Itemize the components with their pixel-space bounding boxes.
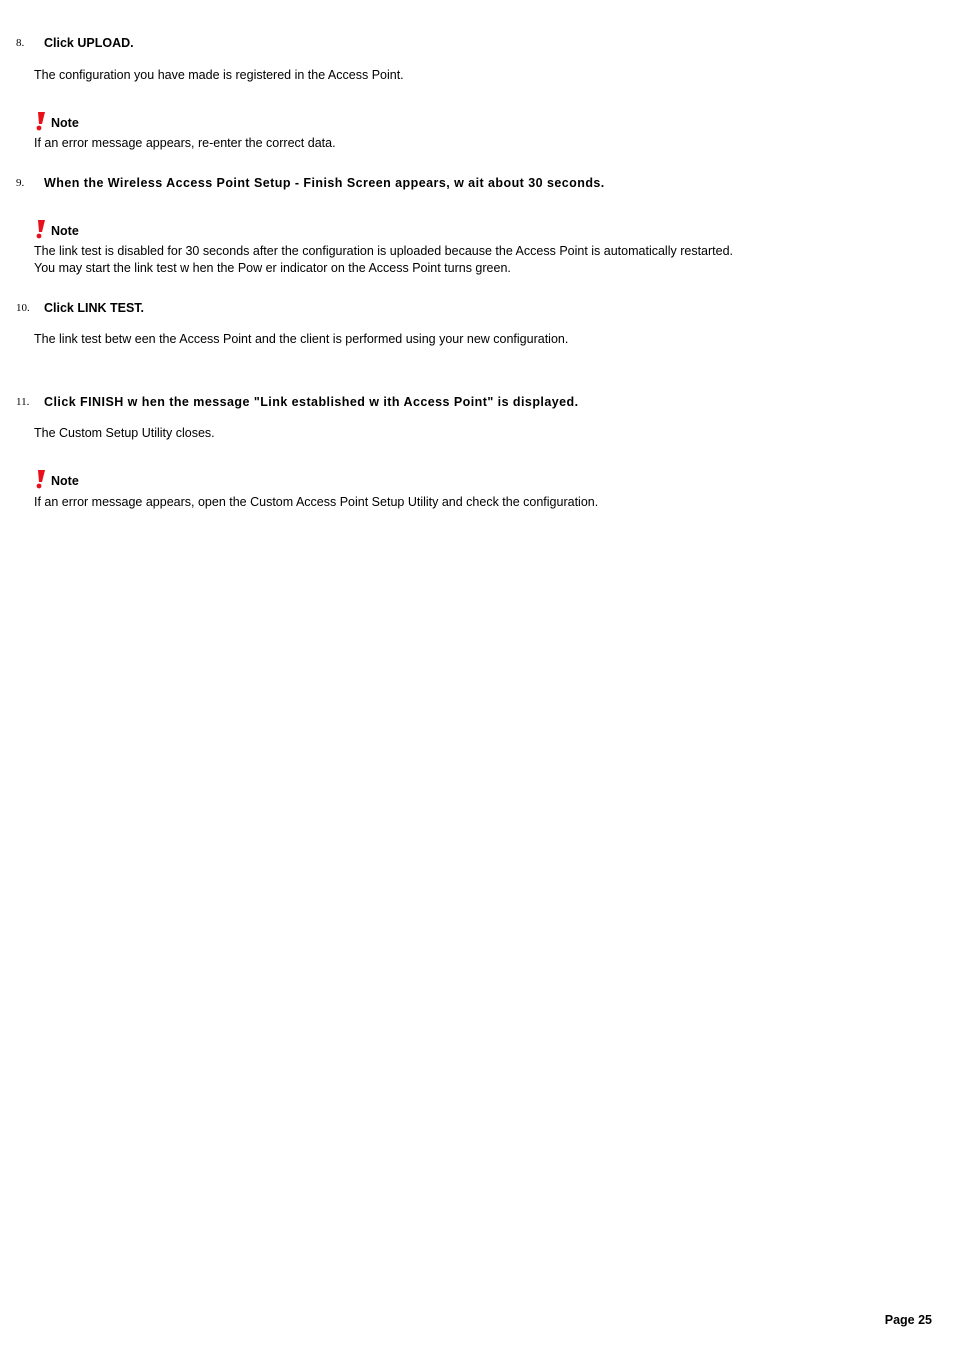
exclamation-icon [33, 469, 47, 489]
page-number: Page 25 [884, 1313, 932, 1327]
step-heading: Click LINK TEST. [44, 301, 145, 315]
step-number: 9. [16, 177, 25, 189]
note-text: You may start the link test w hen the Pow er indicator on the Access Point turns green. [34, 261, 511, 275]
step-heading: Click UPLOAD. [44, 36, 134, 50]
step-heading: Click FINISH w hen the message "Link established w ith Access Point" is displayed. [44, 395, 579, 409]
step-heading: When the Wireless Access Point Setup - Finish Screen appears, w ait about 30 seconds. [44, 176, 605, 190]
step-body: The configuration you have made is registered in the Access Point. [34, 68, 404, 82]
note-text: If an error message appears, open the Custom Access Point Setup Utility and check the configuration. [34, 495, 599, 509]
step-body: The Custom Setup Utility closes. [34, 426, 215, 440]
step-number: 8. [16, 37, 25, 49]
note-label: Note [51, 224, 79, 238]
note-text: The link test is disabled for 30 seconds after the configuration is uploaded because the Access Point is automatically restarted. [34, 244, 734, 258]
step-number: 10. [16, 302, 30, 314]
step-body: The link test betw een the Access Point and the client is performed using your new configuration. [34, 332, 569, 346]
note-text: If an error message appears, re-enter the correct data. [34, 136, 336, 150]
exclamation-icon [33, 111, 47, 131]
exclamation-icon [33, 219, 47, 239]
step-number: 11. [16, 396, 30, 408]
note-label: Note [51, 116, 79, 130]
note-label: Note [51, 474, 79, 488]
